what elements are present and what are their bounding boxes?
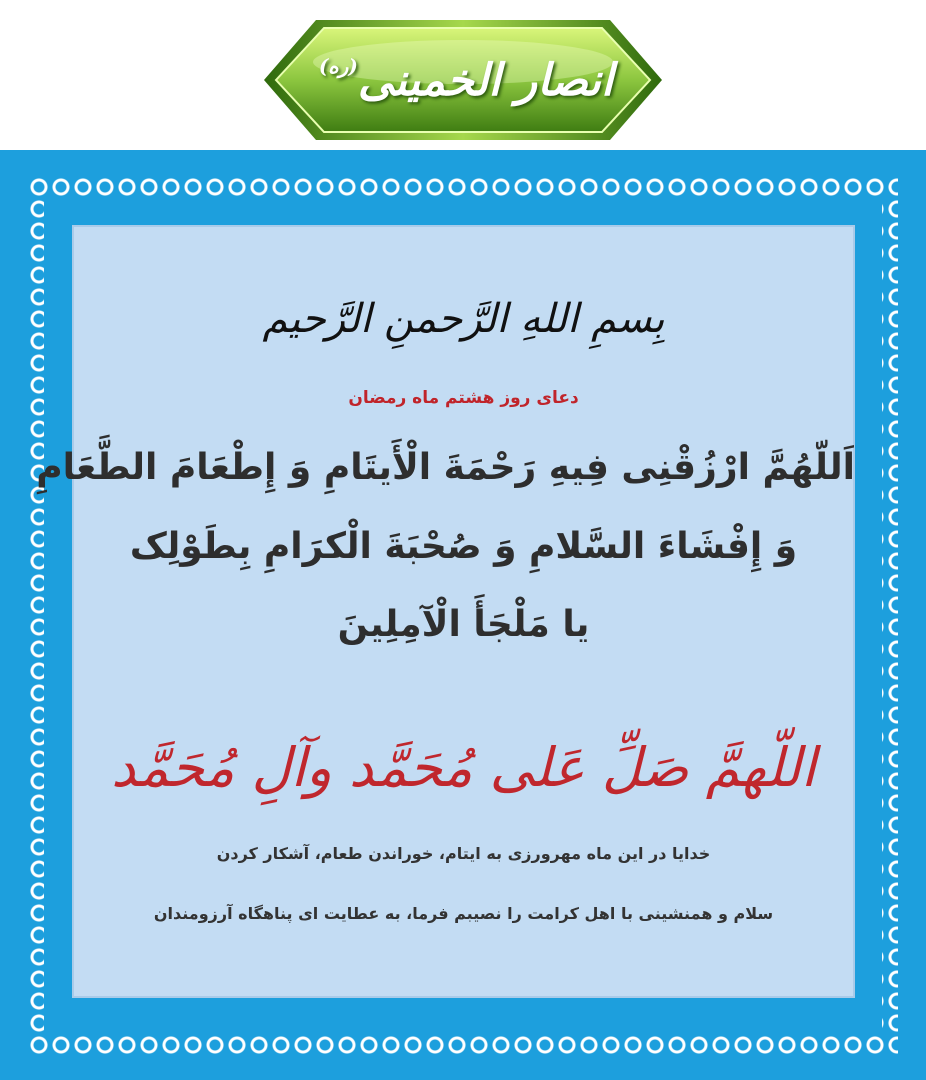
header-title-text: انصار الخمینی [357,54,614,106]
prayer-line-2: وَ إِفْشَاءَ السَّلامِ وَ صُحْبَةَ الْکرَامِ بِطَوْلِک [129,526,798,567]
basmala: بِسمِ اللهِ الرَّحمنِ الرَّحیم [262,296,665,342]
header-title [256,40,670,120]
translation-line-1: خدایا در این ماه مهرورزی به ایتام، خوراندن طعام، آشکار کردن [216,844,711,863]
salawat: اللّهمَّ صَلِّ عَلی مُحَمَّد وآلِ مُحَمَّد [111,736,816,799]
day-title: دعای روز هشتم ماه رمضان [348,388,579,408]
prayer-line-3: یا مَلْجَأَ الْآمِلِینَ [337,604,590,645]
header-honorific: (ره) [318,54,358,78]
translation-line-2: سلام و همنشینی با اهل کرامت را نصیبم فرما، به عطایت ای پناهگاه آرزومندان [153,904,774,923]
prayer-line-1: اَللّهُمَّ ارْزُقْنِی فِیهِ رَحْمَةَ الْأَیتَامِ وَ إِطْعَامَ الطَّعَامِ [36,447,855,488]
